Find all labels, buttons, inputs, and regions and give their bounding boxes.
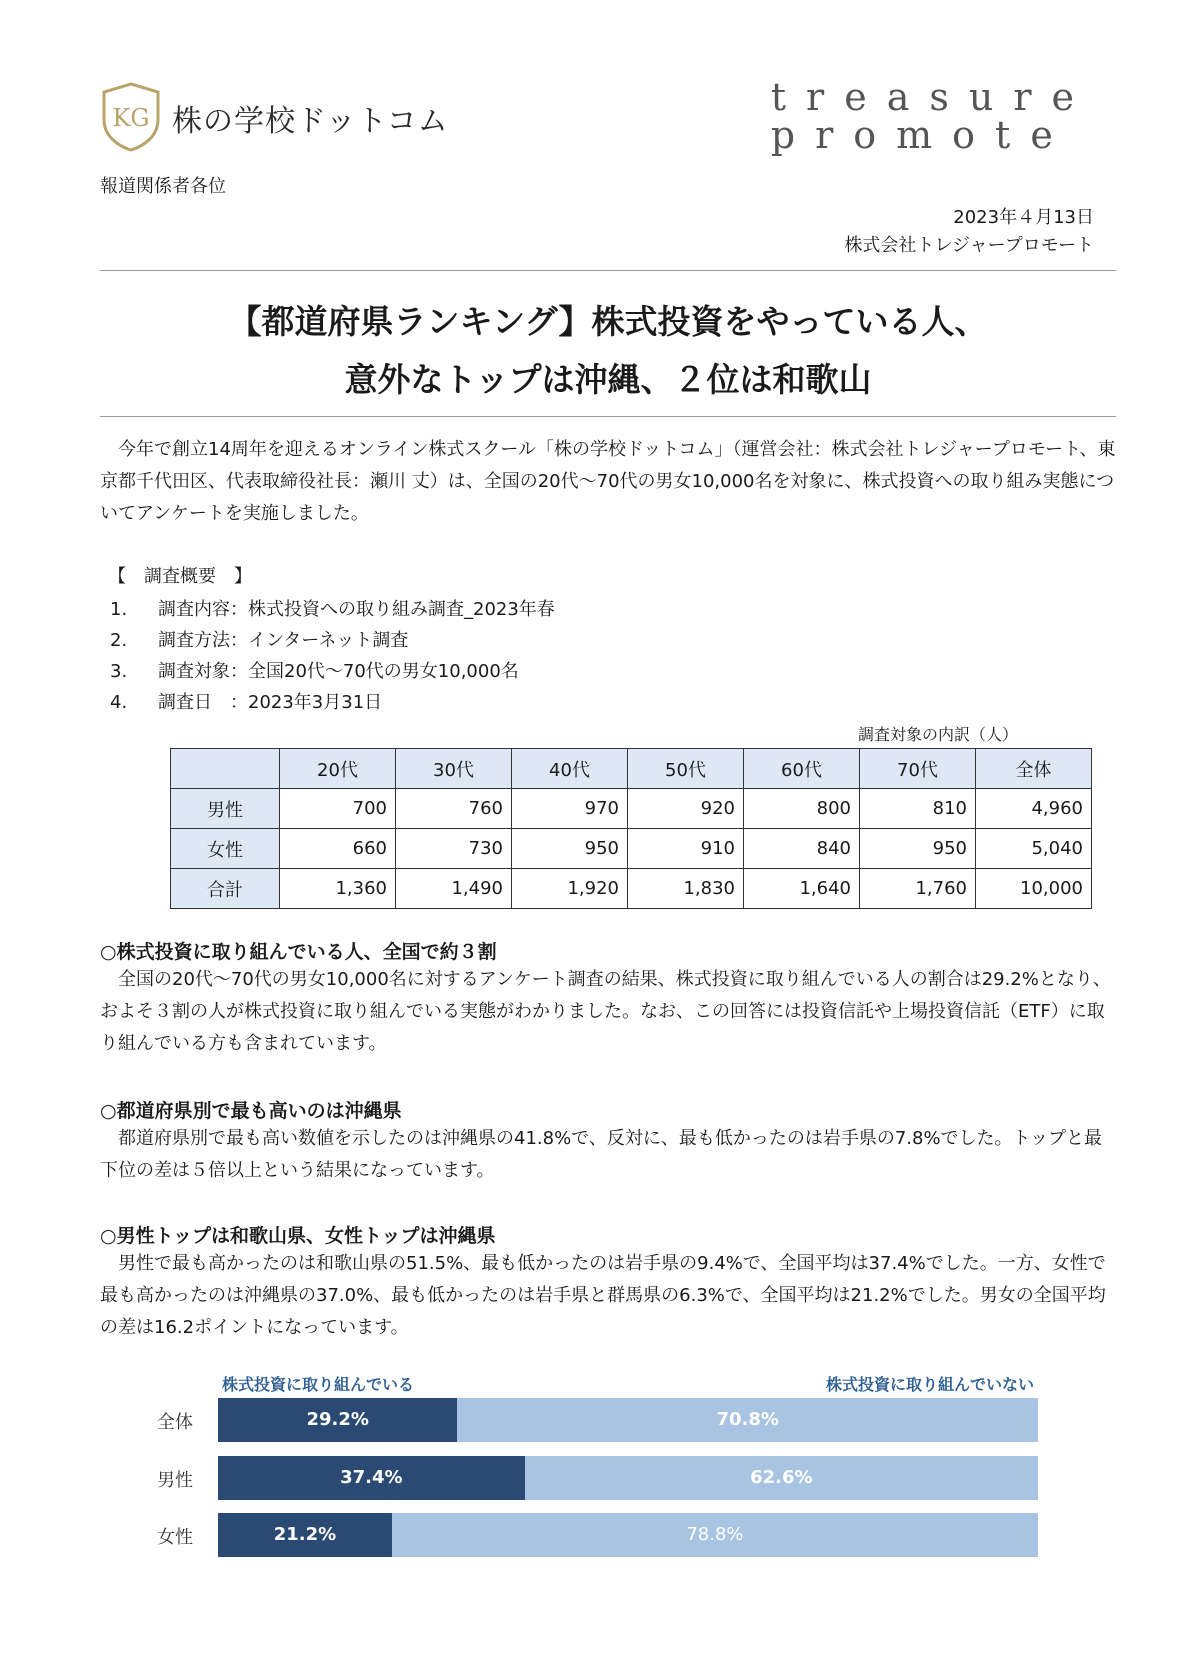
survey-item [110, 687, 555, 718]
survey-item [110, 594, 555, 625]
survey-item [110, 656, 555, 687]
survey-item-text: 調査日 ：2023年3月31日 [158, 692, 383, 713]
table-cell: 730 [396, 829, 512, 869]
issuer-company: 株式会社トレジャープロモート [844, 235, 1094, 256]
table-cell: 800 [744, 789, 860, 829]
breakdown-table [170, 748, 1092, 909]
table-header-cell: 40代 [512, 749, 628, 789]
bar-value-label-invested: 29.2% [306, 1409, 369, 1430]
company-logo [100, 82, 520, 152]
table-row [171, 829, 1092, 869]
table-cell: 910 [628, 829, 744, 869]
table-cell: 1,640 [744, 869, 860, 909]
section-body: 都道府県別で最も高い数値を示したのは沖縄県の41.8%で、反対に、最も低かったのは岩手県の7.8%でした。トップと最下位の差は５倍以上という結果になっています。 [100, 1128, 1103, 1181]
table-header-cell: 70代 [860, 749, 976, 789]
survey-item-text: 調査内容：株式投資への取り組み調査_2023年春 [158, 599, 555, 620]
survey-list [110, 594, 555, 718]
bar-value-label-invested: 21.2% [273, 1524, 337, 1545]
survey-heading: 【 調査概要 】 [108, 566, 252, 587]
headline-line-1: 【都道府県ランキング】株式投資をやっている人、 [228, 302, 988, 341]
brand-line-2: promote [770, 113, 1073, 157]
table-cell: 920 [628, 789, 744, 829]
table-header-cell: 全体 [976, 749, 1092, 789]
headline-line-2: 意外なトップは沖縄、２位は和歌山 [344, 360, 872, 399]
survey-item-text: 調査対象：全国20代〜70代の男女10,000名 [158, 661, 519, 682]
section-body: 男性で最も高かったのは和歌山県の51.5%、最も低かったのは岩手県の9.4%で、全国平均は37.4%でした。一方、女性で最も高かったのは沖縄県の37.0%、最も低かったのは岩手県と群馬県の6.3%で、全国平均は21.2%でした。男女の全国平均の差は16.2ポイントになっています。 [100, 1253, 1106, 1338]
bar-segment-not-invested [218, 1456, 1038, 1500]
table-cell: 1,920 [512, 869, 628, 909]
divider-top [100, 270, 1116, 271]
intro-paragraph: 今年で創立14周年を迎えるオンライン株式スクール「株の学校ドットコム」（運営会社：株式会社トレジャープロモート、東京都千代田区、代表取締役社長：瀬川 丈）は、全国の20代〜70代の男女10,000名を対象に、株式投資への取り組み実態についてアンケートを実施しました。 [100, 439, 1116, 524]
bar-value-label-not-invested: 78.8% [686, 1524, 744, 1545]
bar-value-label-invested: 37.4% [340, 1467, 403, 1488]
table-cell: 10,000 [976, 869, 1092, 909]
bar-row [150, 1513, 1050, 1557]
bar-category-label: 全体 [157, 1412, 193, 1433]
table-row [171, 869, 1092, 909]
table-cell: 5,040 [976, 829, 1092, 869]
table-caption: 調査対象の内訳（人） [857, 725, 1018, 744]
brand-line-1: treasure [770, 75, 1094, 119]
table-cell: 970 [512, 789, 628, 829]
survey-item-num: 2. [110, 630, 128, 651]
legend-invested: 株式投資に取り組んでいる [222, 1375, 415, 1394]
table-cell: 1,760 [860, 869, 976, 909]
table-header-cell [171, 749, 280, 789]
bar-row [150, 1398, 1050, 1442]
bar-category-label: 女性 [157, 1527, 193, 1548]
table-row-label: 男性 [171, 789, 280, 829]
table-cell: 660 [280, 829, 396, 869]
section-body: 全国の20代〜70代の男女10,000名に対するアンケート調査の結果、株式投資に取り組んでいる人の割合は29.2%となり、およそ３割の人が株式投資に取り組んでいる実態がわかりました。なお、この回答には投資信託や上場投資信託（ETF）に取り組んでいる方も含まれています。 [100, 969, 1111, 1054]
table-cell: 700 [280, 789, 396, 829]
table-header-cell: 30代 [396, 749, 512, 789]
table-cell: 4,960 [976, 789, 1092, 829]
table-cell: 1,830 [628, 869, 744, 909]
table-cell: 1,360 [280, 869, 396, 909]
bar-value-label-not-invested: 70.8% [716, 1409, 779, 1430]
bar-value-label-not-invested: 62.6% [750, 1467, 813, 1488]
section-title: ○都道府県別で最も高いのは沖縄県 [100, 1100, 402, 1122]
survey-item-num: 1. [110, 599, 128, 620]
emblem-letters: KG [112, 104, 150, 132]
divider-bottom [100, 416, 1116, 417]
table-cell: 950 [860, 829, 976, 869]
legend-not-invested: 株式投資に取り組んでいない [825, 1375, 1034, 1394]
bar-row [150, 1456, 1050, 1500]
survey-item-num: 3. [110, 661, 128, 682]
table-cell: 810 [860, 789, 976, 829]
shield-emblem-icon [100, 82, 162, 152]
table-cell: 950 [512, 829, 628, 869]
table-row-label: 合計 [171, 869, 280, 909]
bar-segment-not-invested [218, 1513, 1038, 1557]
table-row-label: 女性 [171, 829, 280, 869]
table-cell: 840 [744, 829, 860, 869]
table-header-cell: 20代 [280, 749, 396, 789]
logo-wordmark: 株の学校ドットコム [172, 104, 449, 139]
table-cell: 1,490 [396, 869, 512, 909]
table-header-row [171, 749, 1092, 789]
bar-category-label: 男性 [157, 1470, 193, 1491]
section-title: ○男性トップは和歌山県、女性トップは沖縄県 [100, 1225, 496, 1247]
survey-item-num: 4. [110, 692, 128, 713]
table-header-cell: 50代 [628, 749, 744, 789]
survey-item [110, 625, 555, 656]
section-title: ○株式投資に取り組んでいる人、全国で約３割 [100, 941, 497, 963]
table-row [171, 789, 1092, 829]
survey-item-text: 調査方法：インターネット調査 [158, 630, 409, 651]
addressee: 報道関係者各位 [100, 176, 226, 197]
table-cell: 760 [396, 789, 512, 829]
brand-wordmark [770, 75, 1094, 157]
table-header-cell: 60代 [744, 749, 860, 789]
release-date: 2023年４月13日 [953, 207, 1094, 228]
bar-segment-not-invested [218, 1398, 1038, 1442]
